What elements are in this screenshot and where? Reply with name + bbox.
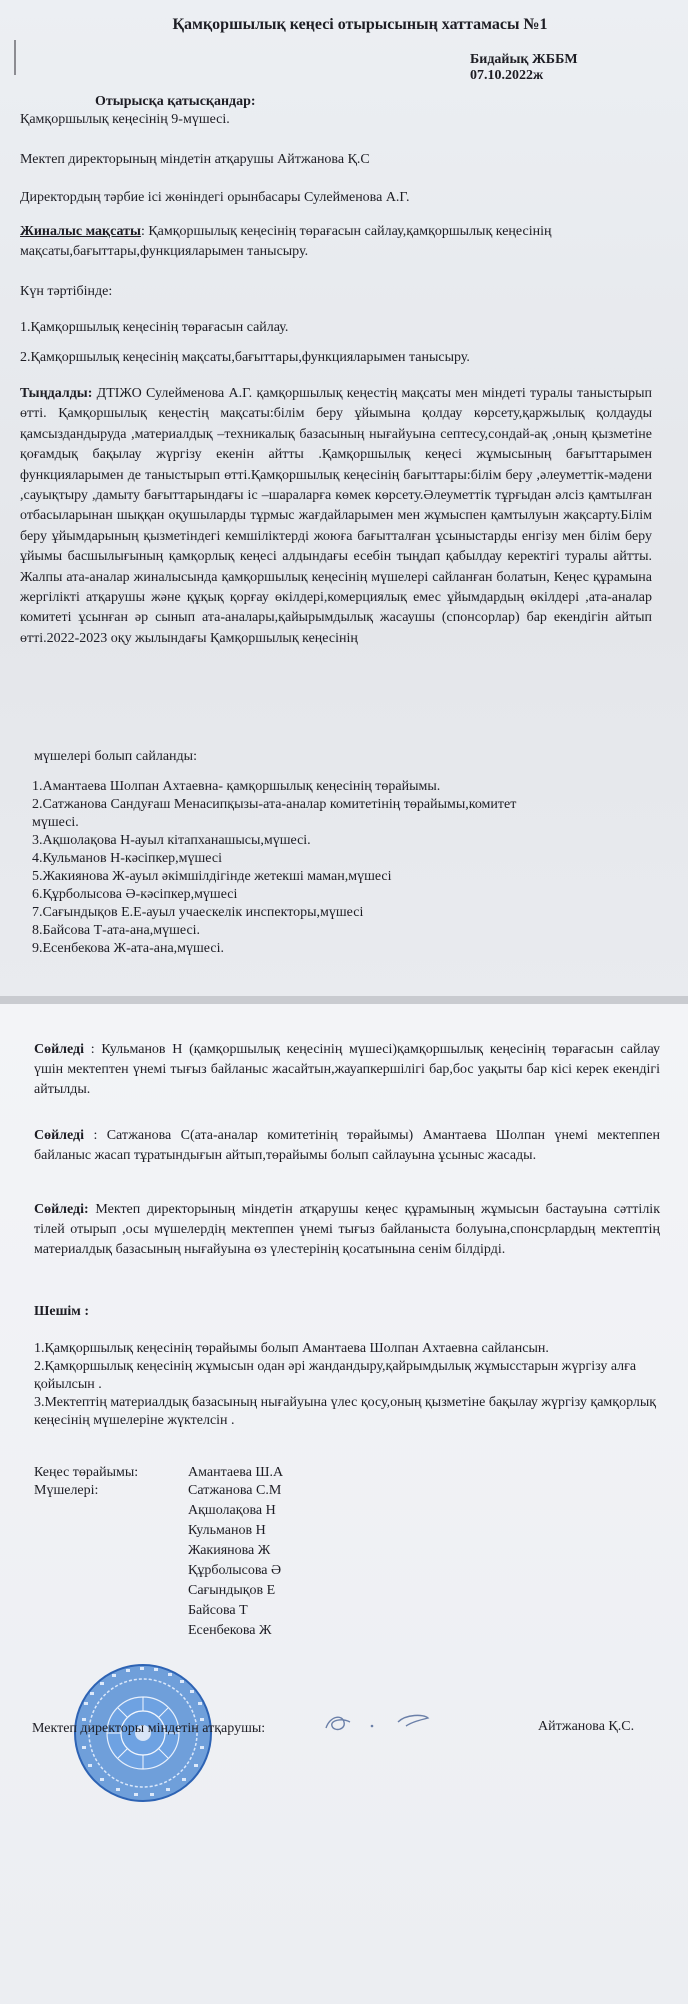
speech-text: : Сатжанова С(ата-аналар комитетінің төрайымы) Амантаева Шолпан үнемі мектеппен байланыс жасап тұратындығын айтып,төрайымы болып сайлауына ұсыныс жасады. [34, 1128, 660, 1163]
member-item: 4.Кульманов Н-кәсіпкер,мүшесі [32, 851, 222, 866]
school-and-date [470, 52, 578, 84]
attendee-3: Директордың тәрбие ісі жөніндегі орынбасары Сулейменова А.Г. [20, 190, 410, 205]
speech-3 [34, 1200, 660, 1260]
agenda-item-2: 2.Қамқоршылық кеңесінің мақсаты,бағыттары,функцияларымен танысыру. [20, 350, 470, 365]
decision-item: 2.Қамқоршылық кеңесінің жұмысын одан әрі жандандыру,қайрымдылық жұмысстарын жүргізу алға қойылсын . [34, 1359, 637, 1392]
decision-item: 1.Қамқоршылық кеңесінің төрайымы болып Амантаева Шолпан Ахтаевна сайлансын. [34, 1341, 549, 1356]
speech-1 [34, 1040, 660, 1100]
director-name: Айтжанова Қ.С. [538, 1719, 635, 1734]
member-item: 6.Құрболысова Ә-кәсіпкер,мүшесі [32, 887, 238, 902]
member-item: 7.Сағындықов Е.Е-ауыл учаескелік инспекторы,мүшесі [32, 905, 364, 920]
speech-label: Сөйледі [34, 1128, 85, 1143]
decision-item: 3.Мектептің материалдық базасының нығайуына үлес қосу,оның қызметіне бақылау жүргізу қамқорлық кеңесінің мүшелеріне жүктелсін . [34, 1395, 657, 1428]
member-item: 2.Сатжанова Сандуғаш Менасипқызы-ата-аналар комитетінің төрайымы,комитет [32, 797, 517, 812]
director-label: Мектеп директоры міндетін атқарушы: [32, 1721, 266, 1736]
member-name: Ақшолақова Н [188, 1503, 276, 1518]
attendee-2: Мектеп директорының міндетін атқарушы Айтжанова Қ.С [20, 152, 370, 167]
heard-label: Тыңдалды: [20, 386, 93, 401]
chair-name: Амантаева Ш.А [188, 1465, 284, 1480]
agenda-heading: Күн тәртібінде: [20, 284, 113, 299]
purpose-text: : Қамқоршылық кеңесінің төрағасын сайлау,қамқоршылық кеңесінің мақсаты,бағыттары,функцияларымен танысыру. [20, 224, 552, 259]
member-name: Байсова Т [188, 1603, 248, 1618]
members-label: Мүшелері: [34, 1483, 99, 1498]
member-name: Сағындықов Е [188, 1583, 276, 1598]
member-names [188, 1482, 281, 1642]
meeting-purpose [20, 222, 644, 262]
member-item: 1.Амантаева Шолпан Ахтаевна- қамқоршылық кеңесінің төрайымы. [32, 779, 441, 794]
purpose-label: Жиналыс мақсаты [20, 224, 141, 239]
agenda-item-1: 1.Қамқоршылық кеңесінің төрағасын сайлау. [20, 320, 289, 335]
speech-label: Сөйледі: [34, 1202, 89, 1217]
chair-label: Кеңес төрайымы: [34, 1465, 139, 1480]
members-list [32, 778, 516, 958]
member-item: 3.Ақшолақова Н-ауыл кітапханашысы,мүшесі. [32, 833, 311, 848]
speech-2 [34, 1126, 660, 1166]
decision-heading: Шешім : [34, 1304, 89, 1319]
margin-mark [14, 40, 16, 75]
member-item: 9.Есенбекова Ж-ата-ана,мүшесі. [32, 941, 224, 956]
heard-text: ДТІЖО Сулейменова А.Г. қамқоршылық кеңестің мақсаты мен міндеті туралы таныстырып өтті. Қамқоршылық кеңестің мақсаты:білім беру ұйымына қолдау көрсету,қаржылық қолдауды қамсыздандыруда ,материалдық –техникалық базасының нығайуына септесу,сондай-ақ ,оның қызметіне қоғамдық бақылау жүргізу екенін айтты .Қамқоршылық кеңесі жұмысының бағыттарымен функцияларымен де таныстырып өтті.Қамқоршылық кеңесінің бағыттары:білім беру ,әлеуметтік-мәдени ,сауықтыру ,дамыту бағыттарындағы іс –шараларға көмек көрсету.Әлеуметтік тұрғыдан әлсіз қамтылған отбасыларынан шыққан оқушыларды тұрмыс жағдайларымен мен жұмыспен қамтылуын жақсарту.Білім беру ұйымдарының қызметіндегі кемшіліктерді жоюға бағытталған ұсыныстарды енгізу мен білім беру ұйымы басшылығының қамқорлық кеңесі алдындағы есебін тыңдап қабылдау керектігі туралы айтты. Жалпы ата-аналар жиналысында қамқоршылық кеңесінің мүшелері сайланған болатын, Кеңес құрамына жергілікті атқарушы және құқық қорғау өкілдері,комерциялық емес ұйымдардың өкілдері ,ата-аналар комитеті ұсынған әр сынып ата-аналары,қайырымдылық жасаушы (спонсорлар) бар екендігін айтып өтті.2022-2023 оқу жылындағы Қамқоршылық кеңесінің [20, 386, 652, 646]
member-name: Есенбекова Ж [188, 1623, 272, 1638]
member-item: 5.Жакиянова Ж-ауыл әкімшілдігінде жетекші маман,мүшесі [32, 869, 392, 884]
page-one [0, 0, 688, 1000]
member-name: Кульманов Н [188, 1523, 266, 1538]
document-title: Қамқоршылық кеңесі отырысының хаттамасы №1 [172, 16, 548, 33]
member-name: Құрболысова Ә [188, 1563, 282, 1578]
handwritten-signature-icon [320, 1708, 470, 1736]
member-name: Сатжанова С.М [188, 1483, 282, 1498]
attendees-heading: Отырысқа қатысқандар: [95, 94, 256, 109]
speech-text: Мектеп директорының міндетін атқарушы кеңес құрамының жұмысын бастауына сәттілік тілей отырып ,осы мүшелердің мектеппен үнемі тығыз байланыста болуына,спонсрлардың мектептің материалдық базасының нығайуына өз үлестерінің қосатынына сенім білдірді. [34, 1202, 660, 1257]
attendee-1: Қамқоршылық кеңесінің 9-мүшесі. [20, 112, 230, 127]
meeting-date: 07.10.2022ж [470, 68, 544, 83]
member-item: 8.Байсова Т-ата-ана,мүшесі. [32, 923, 201, 938]
members-heading: мүшелері болып сайланды: [34, 749, 197, 764]
school-name: Бидайық ЖББМ [470, 52, 578, 67]
speech-label: Сөйледі [34, 1042, 85, 1057]
decisions-list [34, 1340, 662, 1430]
member-item: мүшесі. [32, 815, 79, 830]
heard-section [20, 384, 652, 649]
member-name: Жакиянова Ж [188, 1543, 271, 1558]
speech-text: : Кульманов Н (қамқоршылық кеңесінің мүшесі)қамқоршылық кеңесінің төрағасын сайлау үшін мектептен үнемі тығыз байланыс жасайтын,жауапкершілігі бар,бос уақыты бар кісі керек екендігі айтылды. [34, 1042, 660, 1097]
